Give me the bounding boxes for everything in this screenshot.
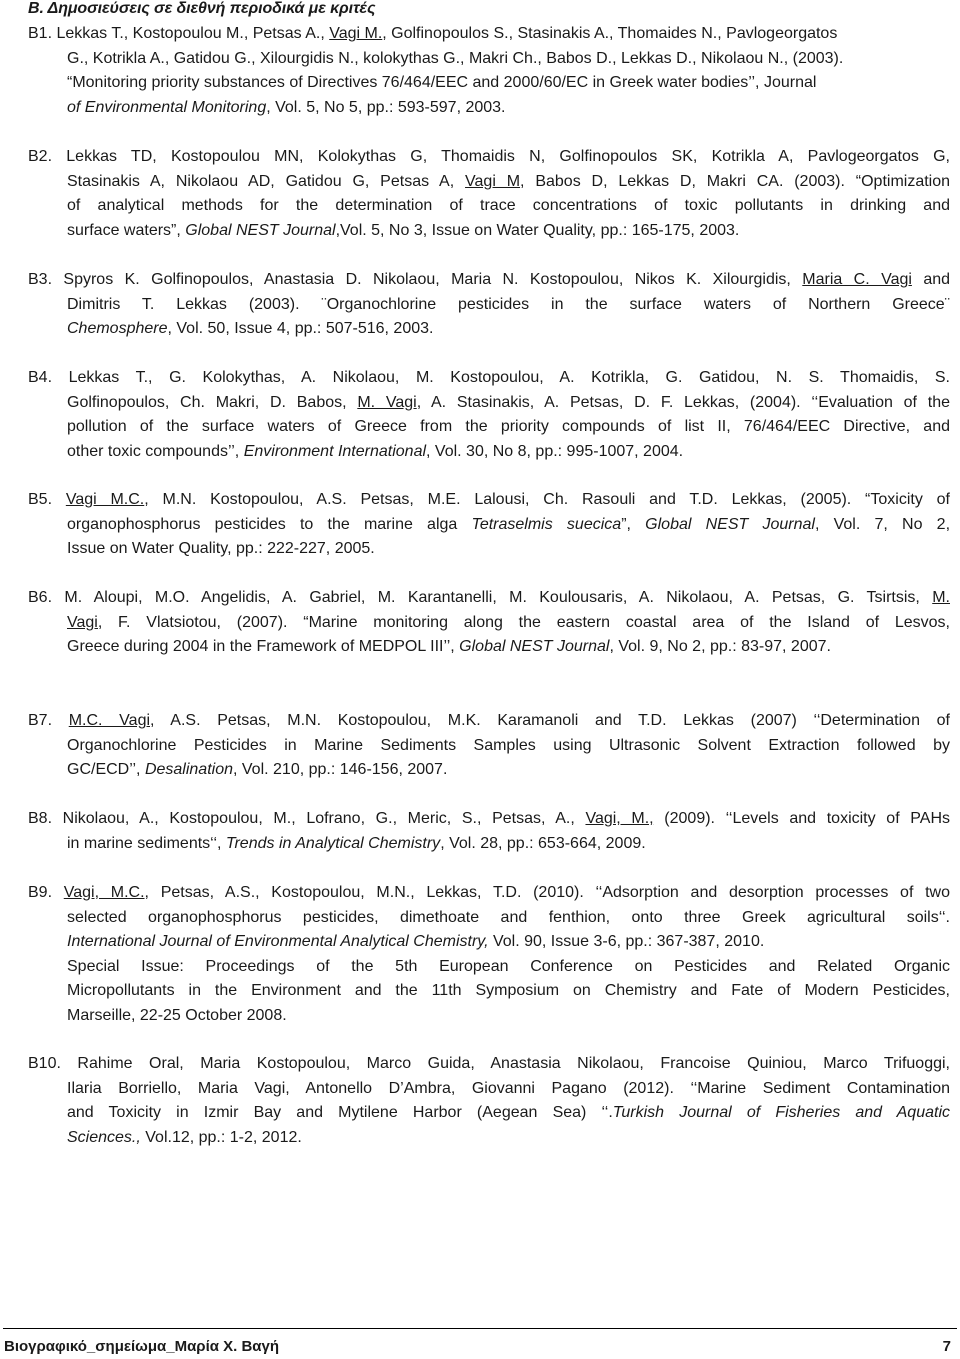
ref-line: Dimitris T. Lekkas (2003). ¨Organochlorine pesticides in the surface waters of Northern Greece¨	[67, 295, 950, 313]
ref-text: , M.N. Kostopoulou, A.S. Petsas, M.E. Lalousi, Ch. Rasouli and T.D. Lekkas, (2005). “Toxicity of	[144, 491, 950, 508]
ref-line	[28, 1101, 950, 1126]
author-highlight: Vagi M.	[329, 25, 383, 42]
footer-divider	[3, 1328, 957, 1329]
ref-line: G., Kotrikla A., Gatidou G., Xilourgidis N., kolokythas G., Makri Ch., Babos D., Lekkas D., Nikolaou N., (2003).	[67, 49, 844, 67]
ref-line: Issue on Water Quality, pp.: 222-227, 2005.	[67, 540, 375, 557]
ref-line	[28, 881, 950, 906]
ref-text: , Vol. 28, pp.: 653-664, 2009.	[440, 834, 646, 852]
ref-line: Organochlorine Pesticides in Marine Sediments Samples using Ultrasonic Solvent Extraction followed by	[67, 736, 950, 754]
reference-b6	[28, 586, 950, 660]
ref-line	[28, 611, 950, 636]
ref-line	[28, 635, 950, 660]
ref-line	[28, 22, 950, 47]
reference-b1	[28, 22, 950, 120]
ref-line: Ilaria Borriello, Maria Vagi, Antonello D’Ambra, Giovanni Pagano (2012). ‘‘Marine Sediment Contamination	[67, 1079, 950, 1097]
ref-text: , Vol. 210, pp.: 146-156, 2007.	[233, 761, 448, 778]
journal-name: Turkish Journal of Fisheries and Aquatic	[612, 1104, 950, 1121]
ref-line	[28, 832, 950, 857]
journal-name: Trends in Analytical Chemistry	[225, 834, 441, 852]
ref-text: B1. Lekkas T., Kostopoulou M., Petsas A.,	[28, 25, 330, 42]
ref-text: other toxic compounds’’,	[67, 442, 244, 460]
page-number: 7	[942, 1338, 951, 1355]
ref-line	[28, 930, 950, 955]
ref-line	[28, 513, 950, 538]
ref-text: B9.	[28, 884, 64, 901]
reference-b3	[28, 268, 950, 342]
ref-line: Micropollutants in the Environment and the 11th Symposium on Chemistry and Fate of Modern Pesticides,	[67, 982, 950, 999]
author-highlight: Vagi, M.C.,	[63, 884, 149, 901]
ref-line	[28, 317, 950, 342]
ref-text: , Vol. 30, No 8, pp.: 995-1007, 2004.	[426, 442, 684, 460]
ref-text: A.S. Petsas, M.N. Kostopoulou, M.K. Karamanoli and T.D. Lekkas (2007) ‘‘Determination of	[154, 712, 950, 729]
ref-text: F. Vlatsiotou, (2007). “Marine monitoring along the eastern coastal area of the Island of Lesvos,	[102, 613, 950, 631]
ref-line	[28, 586, 950, 611]
reference-b8	[28, 807, 950, 856]
author-highlight: Vagi M	[465, 172, 521, 190]
ref-text: Vol.12, pp.: 1-2, 2012.	[140, 1128, 302, 1146]
ref-text: Stasinakis A, Nikolaou AD, Gatidou G, Petsas A,	[67, 172, 466, 190]
ref-line: B4. Lekkas T., G. Kolokythas, A. Nikolaou, M. Kostopoulou, A. Kotrikla, G. Gatidou, N. S. Thomaidis, S.	[28, 369, 950, 386]
ref-text: , Vol. 7, No 2,	[814, 515, 950, 533]
author-highlight: Maria C. Vagi	[802, 271, 912, 288]
ref-text: B8. Nikolaou, A., Kostopoulou, M., Lofrano, G., Meric, S., Petsas, A.,	[28, 810, 586, 827]
ref-text: B5.	[28, 491, 66, 508]
ref-text: Vol. 90, Issue 3-6, pp.: 367-387, 2010.	[488, 933, 765, 950]
journal-name: Global NEST Journal	[185, 221, 336, 239]
ref-text: in marine sediments‘‘,	[67, 834, 226, 852]
ref-line	[28, 268, 950, 293]
ref-text: and	[911, 271, 950, 288]
ref-line	[28, 488, 950, 513]
ref-text: , Vol. 5, No 5, pp.: 593-597, 2003.	[266, 98, 506, 116]
author-highlight: M. Vagi	[357, 393, 417, 411]
footer-title: Βιογραφικό_σημείωμα_Μαρία Χ. Βαγή	[4, 1338, 280, 1355]
journal-name: Global NEST Journal	[645, 515, 815, 533]
reference-b5	[28, 488, 950, 562]
ref-line: Marseille, 22-25 October 2008.	[67, 1006, 287, 1024]
ref-text: , A. Stasinakis, A. Petsas, D. F. Lekkas, (2004). ‘‘Evaluation of the	[416, 393, 950, 411]
section-heading: Β. Δημοσιεύσεις σε διεθνή περιοδικά με κριτές	[28, 0, 376, 17]
ref-line: B2. Lekkas TD, Kostopoulou MN, Kolokythas G, Thomaidis N, Golfinopoulos SK, Kotrikla A, Pavlogeorgatos G,	[28, 148, 950, 165]
journal-name: Desalination	[144, 761, 233, 778]
ref-line	[28, 758, 950, 783]
ref-text: , Vol. 50, Issue 4, pp.: 507-516, 2003.	[167, 320, 434, 337]
ref-text: ,Vol. 5, No 3, Issue on Water Quality, pp.: 165-175, 2003.	[335, 221, 740, 239]
ref-text: “Monitoring priority substances of Directives 76/464/EEC and 2000/60/EC in Greek water bodies’’, Journal	[67, 74, 817, 91]
species-name: Tetraselmis suecica	[471, 515, 622, 533]
ref-text: (2009). ‘‘Levels and toxicity of PAHs	[653, 810, 950, 827]
journal-name: of Environmental Monitoring	[67, 98, 267, 116]
ref-text: , Babos D, Lekkas D, Makri CA. (2003). “Optimization	[520, 172, 950, 190]
ref-text: , Golfinopoulos S., Stasinakis A., Thomaides N., Pavlogeorgatos	[382, 25, 838, 42]
ref-text: Greece during 2004 in the Framework of MEDPOL III’’,	[67, 638, 460, 655]
ref-line: pollution of the surface waters of Greece from the priority compounds of list II, 76/464/EEC Directive, and	[67, 418, 950, 435]
ref-line: Special Issue: Proceedings of the 5th European Conference on Pesticides and Related Organic	[67, 957, 950, 975]
ref-line	[28, 170, 950, 195]
ref-text: organophosphorus pesticides to the marine alga	[67, 515, 472, 533]
ref-line: selected organophosphorus pesticides, dimethoate and fenthion, onto three Greek agricultural soils‘‘.	[67, 908, 950, 926]
ref-line: B10. Rahime Oral, Maria Kostopoulou, Marco Guida, Anastasia Nikolaou, Francoise Quiniou, Marco Trifuoggi,	[28, 1055, 950, 1072]
journal-name: Chemosphere	[67, 320, 168, 337]
reference-b9	[28, 881, 950, 1028]
ref-text: Petsas, A.S., Kostopoulou, M.N., Lekkas, T.D. (2010). ‘‘Adsorption and desorption processes of two	[148, 884, 950, 901]
ref-line: of analytical methods for the determination of trace concentrations of toxic pollutants in drinking and	[67, 197, 950, 214]
ref-text: B6. M. Aloupi, M.O. Angelidis, A. Gabriel, M. Karantanelli, M. Koulousaris, A. Nikolaou, A. Petsas, G. Tsirtsis,	[28, 589, 933, 606]
ref-text: B7.	[28, 712, 69, 729]
journal-name: Environment International	[243, 442, 427, 460]
reference-b7	[28, 709, 950, 783]
ref-text: Golfinopoulos, Ch. Makri, D. Babos,	[67, 393, 358, 411]
ref-text: , Vol. 9, No 2, pp.: 83-97, 2007.	[609, 638, 831, 655]
author-highlight: M.C. Vagi,	[68, 712, 155, 729]
ref-line	[28, 96, 950, 121]
ref-line	[28, 709, 950, 734]
reference-b2	[28, 145, 950, 243]
author-highlight: Vagi M.C.	[65, 491, 145, 508]
reference-b4	[28, 366, 950, 464]
author-highlight: M.	[932, 589, 950, 606]
reference-b10	[28, 1052, 950, 1150]
ref-text: and Toxicity in Izmir Bay and Mytilene Harbor (Aegean Sea) ‘‘.	[67, 1104, 613, 1121]
journal-name: Global NEST Journal	[459, 638, 610, 655]
ref-line	[28, 807, 950, 832]
ref-text: GC/ECD’’,	[67, 761, 145, 778]
ref-line	[28, 219, 950, 244]
ref-line	[28, 391, 950, 416]
ref-text: ”,	[621, 515, 646, 533]
ref-line	[28, 1126, 950, 1151]
ref-text: surface waters”,	[67, 221, 186, 239]
ref-line	[28, 440, 950, 465]
author-highlight: Vagi, M.,	[585, 810, 654, 827]
ref-line	[28, 71, 950, 96]
journal-name: Sciences.,	[67, 1128, 141, 1146]
ref-text: B3. Spyros K. Golfinopoulos, Anastasia D. Nikolaou, Maria N. Kostopoulou, Nikos K. Xilourgidis,	[28, 271, 803, 288]
author-highlight: Vagi,	[67, 613, 103, 631]
journal-name: International Journal of Environmental Analytical Chemistry,	[67, 933, 489, 950]
